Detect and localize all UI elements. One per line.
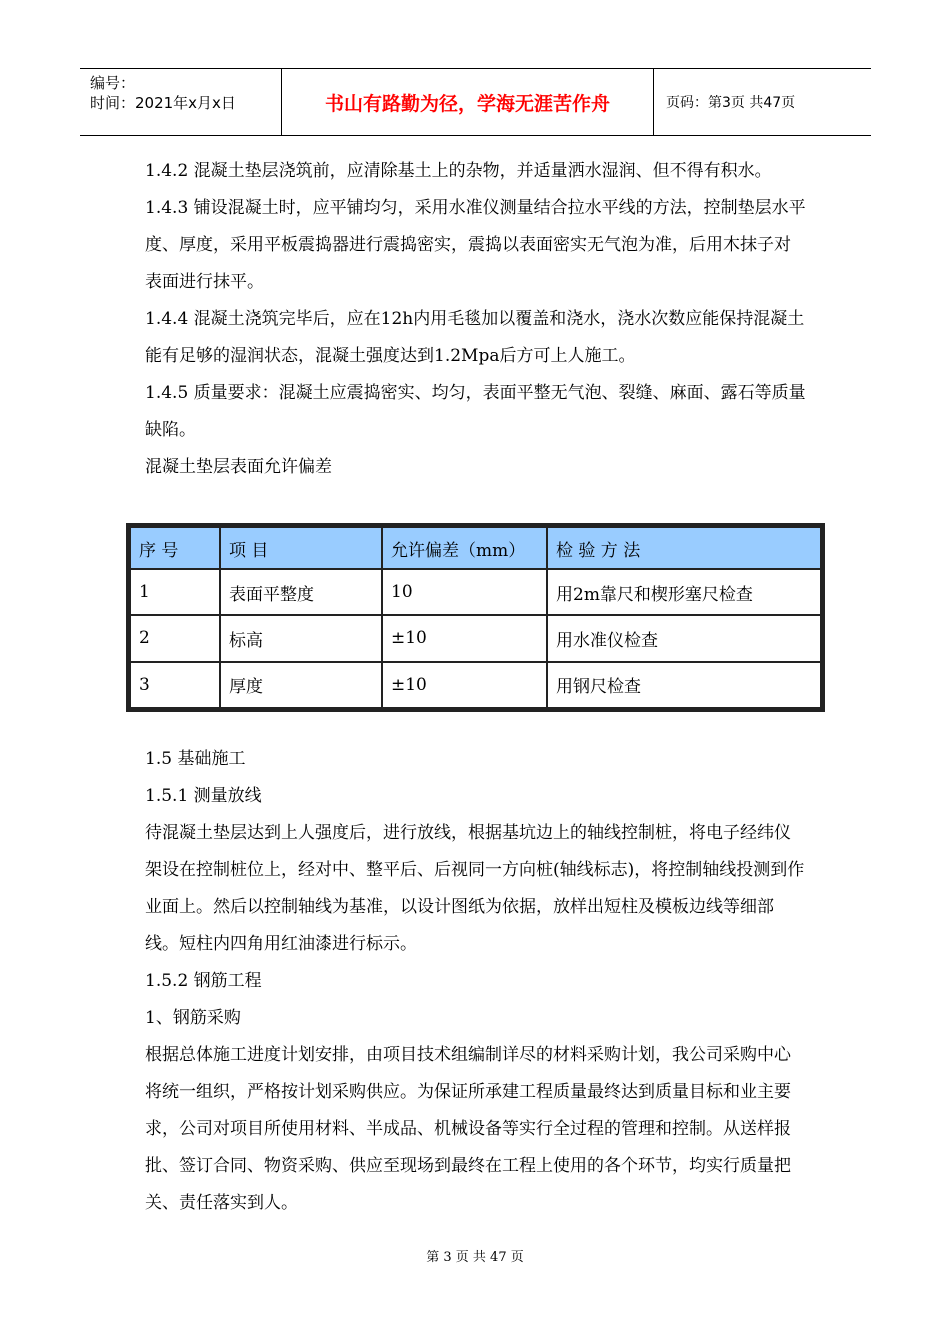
table-cell: 用水准仪检查 <box>548 616 820 660</box>
paragraph: 1.4.5 质量要求：混凝土应震捣密实、均匀，表面平整无气泡、裂缝、麻面、露石等质量缺陷。 <box>145 383 806 440</box>
paragraph: 1.4.3 铺设混凝土时，应平铺均匀，采用水准仪测量结合拉水平线的方法，控制垫层水平度、厚度，采用平板震捣器进行震捣密实，震捣以表面密实无气泡为准，后用木抹子对表面进行抹平。 <box>145 198 806 292</box>
header-motto: 书山有路勤为径，学海无涯苦作舟 <box>282 69 654 135</box>
header-page-info: 页码：第3页 共47页 <box>666 95 796 111</box>
table-cell: 标高 <box>221 616 381 660</box>
table-cell: ±10 <box>383 616 546 660</box>
table-cell: 用钢尺检查 <box>548 663 820 707</box>
section-heading: 1.5 基础施工 <box>145 749 246 769</box>
table-cell: 1 <box>131 570 219 614</box>
paragraph: 1.4.4 混凝土浇筑完毕后，应在12h内用毛毯加以覆盖和浇水，浇水次数应能保持混凝土能有足够的湿润状态，混凝土强度达到1.2Mpa后方可上人施工。 <box>145 309 805 366</box>
number-label: 编号： <box>90 74 136 92</box>
table-cell: 2 <box>131 616 219 660</box>
table-header-cell: 允许偏差（mm） <box>383 528 546 568</box>
paragraph: 根据总体施工进度计划安排，由项目技术组编制详尽的材料采购计划，我公司采购中心将统一组织，严格按计划采购供应。为保证所承建工程质量最终达到质量目标和业主要求，公司对项目所使用材料、半成品、机械设备等实行全过程的管理和控制。从送样报批、签订合同、物资采购、供应至现场到最终在工程上使用的各个环节，均实行质量把关、责任落实到人。 <box>145 1045 791 1213</box>
table-row <box>131 616 820 660</box>
table-cell: 3 <box>131 663 219 707</box>
subsection-heading: 1.5.2 钢筋工程 <box>145 971 262 991</box>
table-cell: 厚度 <box>221 663 381 707</box>
table-cell: 表面平整度 <box>221 570 381 614</box>
time-label: 时间：2021年x月x日 <box>90 94 236 112</box>
table-cell: 用2m靠尺和楔形塞尺检查 <box>548 570 820 614</box>
table-header-cell: 检 验 方 法 <box>548 528 820 568</box>
table-row <box>131 570 820 614</box>
table-row <box>131 663 820 707</box>
table-cell: 10 <box>383 570 546 614</box>
item-heading: 1、钢筋采购 <box>145 1008 241 1028</box>
table-header-cell: 序 号 <box>131 528 219 568</box>
header-meta <box>80 69 282 135</box>
paragraph: 1.4.2 混凝土垫层浇筑前，应清除基土上的杂物，并适量洒水湿润、但不得有积水。 <box>145 161 772 181</box>
table-header-cell: 项 目 <box>221 528 381 568</box>
page-footer: 第 3 页 共 47 页 <box>426 1250 524 1265</box>
table-header-row <box>131 528 820 568</box>
body-text-bottom <box>145 741 807 1222</box>
body-text-top <box>145 153 807 486</box>
table-caption: 混凝土垫层表面允许偏差 <box>145 457 332 477</box>
page-header <box>80 68 871 136</box>
table-cell: ±10 <box>383 663 546 707</box>
subsection-heading: 1.5.1 测量放线 <box>145 786 262 806</box>
paragraph: 待混凝土垫层达到上人强度后，进行放线，根据基坑边上的轴线控制桩，将电子经纬仪架设在控制桩位上，经对中、整平后、后视同一方向桩(轴线标志)，将控制轴线投测到作业面上。然后以控制轴线为基准，以设计图纸为依据，放样出短柱及模板边线等细部线。短柱内四角用红油漆进行标示。 <box>145 823 805 954</box>
deviation-table <box>126 523 825 712</box>
